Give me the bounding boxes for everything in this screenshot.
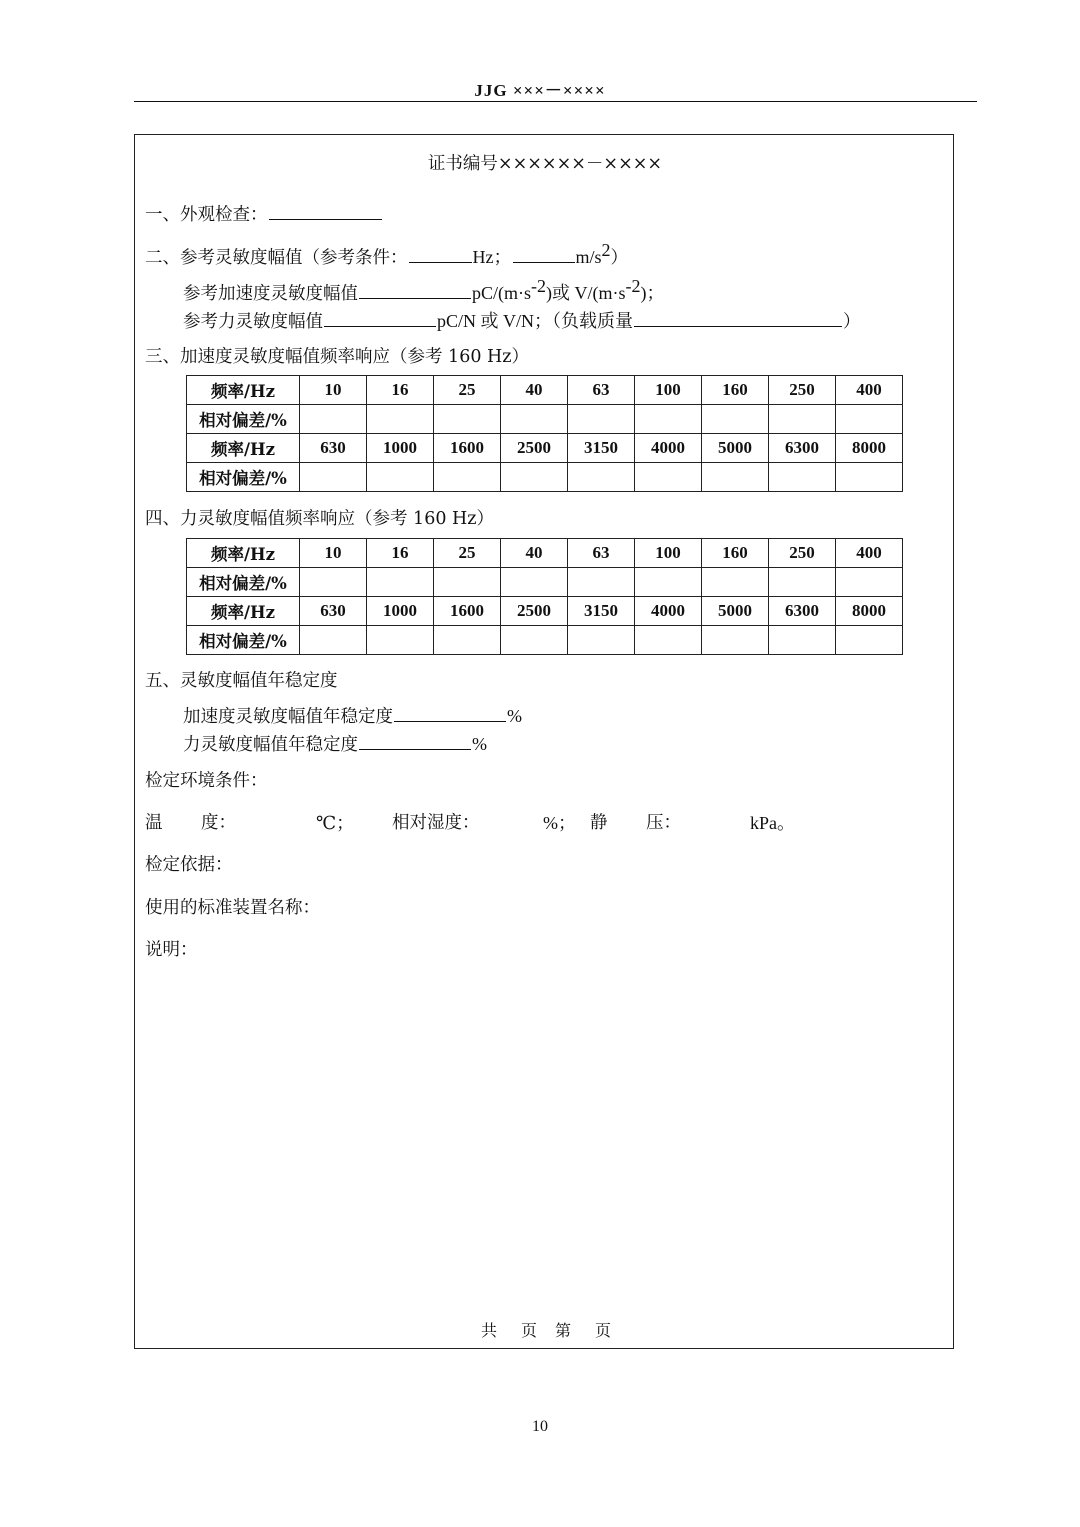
freq-cell: 10	[300, 539, 367, 568]
table-row	[187, 376, 903, 405]
deviation-input-cell[interactable]	[434, 568, 501, 597]
freq-cell: 4000	[635, 597, 702, 626]
deviation-label-cell: 相对偏差/%	[187, 463, 300, 492]
temperature-label-1: 温	[145, 813, 163, 833]
ref-force-sensitivity	[183, 307, 861, 333]
deviation-input-cell[interactable]	[434, 626, 501, 655]
ref-accel-label: 参考加速度灵敏度幅值	[183, 284, 358, 304]
deviation-input-cell[interactable]	[568, 568, 635, 597]
deviation-input-cell[interactable]	[769, 568, 836, 597]
deviation-input-cell[interactable]	[568, 463, 635, 492]
freq-label-cell: 频率/Hz	[187, 597, 300, 626]
deviation-input-cell[interactable]	[367, 405, 434, 434]
ref-frequency-field[interactable]	[409, 244, 472, 263]
humidity-label: 相对湿度：	[392, 813, 480, 833]
freq-label-cell: 频率/Hz	[187, 539, 300, 568]
notes-label: 说明：	[145, 940, 198, 960]
accel-unit-end: )；	[640, 283, 665, 303]
deviation-input-cell[interactable]	[702, 405, 769, 434]
celsius-unit: ℃；	[316, 813, 355, 833]
freq-cell: 100	[635, 376, 702, 405]
table-row	[187, 434, 903, 463]
deviation-input-cell[interactable]	[635, 626, 702, 655]
deviation-label-cell: 相对偏差/%	[187, 405, 300, 434]
appearance-check-field[interactable]	[269, 201, 382, 220]
deviation-input-cell[interactable]	[300, 405, 367, 434]
header-rule	[134, 101, 977, 102]
temperature-label-2: 度：	[201, 813, 236, 833]
verification-basis-label: 检定依据：	[145, 855, 233, 875]
freq-cell: 250	[769, 539, 836, 568]
percent-unit: %	[472, 734, 487, 754]
deviation-input-cell[interactable]	[300, 568, 367, 597]
deviation-input-cell[interactable]	[434, 463, 501, 492]
deviation-input-cell[interactable]	[568, 405, 635, 434]
deviation-input-cell[interactable]	[836, 405, 903, 434]
hz-unit: Hz；	[472, 247, 512, 267]
freq-cell: 3150	[568, 597, 635, 626]
deviation-input-cell[interactable]	[702, 463, 769, 492]
freq-cell: 63	[568, 376, 635, 405]
freq-cell: 63	[568, 539, 635, 568]
appearance-check-label: 一、外观检查：	[145, 205, 268, 225]
accel-annual-stability	[183, 703, 522, 728]
freq-cell: 630	[300, 597, 367, 626]
freq-cell: 16	[367, 376, 434, 405]
freq-cell: 25	[434, 376, 501, 405]
freq-cell: 6300	[769, 434, 836, 463]
deviation-input-cell[interactable]	[635, 568, 702, 597]
table-row	[187, 405, 903, 434]
freq-cell: 4000	[635, 434, 702, 463]
deviation-input-cell[interactable]	[635, 463, 702, 492]
deviation-input-cell[interactable]	[836, 626, 903, 655]
footer-page-2: 页	[595, 1321, 612, 1340]
force-frequency-response-heading: 四、力灵敏度幅值频率响应（参考 160 Hz）	[145, 509, 495, 529]
force-unit: pC/N 或 V/N；（负载质量	[437, 311, 634, 331]
freq-label-cell: 频率/Hz	[187, 434, 300, 463]
deviation-input-cell[interactable]	[769, 626, 836, 655]
table-row	[187, 597, 903, 626]
page-number: 10	[532, 1418, 548, 1435]
freq-cell: 40	[501, 376, 568, 405]
deviation-input-cell[interactable]	[568, 626, 635, 655]
force-close: ）	[843, 312, 861, 332]
pressure-label-1: 静	[590, 813, 608, 833]
deviation-input-cell[interactable]	[635, 405, 702, 434]
ref-force-field[interactable]	[324, 308, 436, 327]
ms-unit: m/s	[575, 247, 602, 267]
appearance-check	[145, 201, 383, 226]
deviation-input-cell[interactable]	[367, 568, 434, 597]
accel-unit-or: )或 V/(m·s	[546, 283, 626, 303]
page-count-footer	[0, 1318, 1080, 1342]
pressure-label-2: 压：	[646, 813, 681, 833]
deviation-input-cell[interactable]	[501, 405, 568, 434]
freq-label-cell: 频率/Hz	[187, 376, 300, 405]
deviation-input-cell[interactable]	[769, 405, 836, 434]
freq-cell: 16	[367, 539, 434, 568]
table-row	[187, 539, 903, 568]
deviation-label-cell: 相对偏差/%	[187, 626, 300, 655]
reference-sensitivity	[145, 240, 629, 269]
accel-unit-pc: pC/(m·s	[472, 283, 532, 303]
accel-stability-label: 加速度灵敏度幅值年稳定度	[183, 707, 393, 727]
freq-cell: 630	[300, 434, 367, 463]
deviation-input-cell[interactable]	[702, 626, 769, 655]
reference-sensitivity-label: 二、参考灵敏度幅值（参考条件：	[145, 248, 408, 268]
freq-cell: 6300	[769, 597, 836, 626]
deviation-input-cell[interactable]	[434, 405, 501, 434]
percent-unit: %	[507, 706, 522, 726]
deviation-input-cell[interactable]	[300, 626, 367, 655]
ref-accel-field[interactable]	[359, 280, 471, 299]
force-frequency-table	[186, 538, 903, 655]
annual-stability-heading: 五、灵敏度幅值年稳定度	[145, 671, 338, 691]
deviation-input-cell[interactable]	[367, 463, 434, 492]
document-code: JJG ×××－××××	[474, 81, 606, 100]
freq-cell: 250	[769, 376, 836, 405]
freq-cell: 5000	[702, 597, 769, 626]
footer-nth: 第	[555, 1321, 572, 1340]
deviation-input-cell[interactable]	[501, 626, 568, 655]
force-stability-label: 力灵敏度幅值年稳定度	[183, 735, 358, 755]
deviation-input-cell[interactable]	[702, 568, 769, 597]
deviation-input-cell[interactable]	[367, 626, 434, 655]
freq-cell: 1600	[434, 434, 501, 463]
humidity-unit: %；	[543, 813, 576, 833]
deviation-input-cell[interactable]	[836, 568, 903, 597]
ref-force-label: 参考力灵敏度幅值	[183, 312, 323, 332]
deviation-input-cell[interactable]	[300, 463, 367, 492]
freq-cell: 160	[702, 539, 769, 568]
force-stability-field[interactable]	[359, 731, 471, 750]
accel-frequency-table	[186, 375, 903, 492]
footer-page-1: 页	[521, 1321, 538, 1340]
freq-cell: 5000	[702, 434, 769, 463]
freq-cell: 100	[635, 539, 702, 568]
freq-cell: 10	[300, 376, 367, 405]
ms-exponent: 2	[601, 240, 611, 261]
force-annual-stability	[183, 731, 487, 756]
table-row	[187, 463, 903, 492]
deviation-input-cell[interactable]	[836, 463, 903, 492]
environment-conditions-label: 检定环境条件：	[145, 771, 268, 791]
ref-acceleration-field[interactable]	[513, 244, 575, 263]
deviation-input-cell[interactable]	[501, 568, 568, 597]
accel-stability-field[interactable]	[394, 703, 506, 722]
table-row	[187, 626, 903, 655]
freq-cell: 400	[836, 376, 903, 405]
accel-frequency-response-heading: 三、加速度灵敏度幅值频率响应（参考 160 Hz）	[145, 347, 530, 367]
freq-cell: 1000	[367, 434, 434, 463]
deviation-input-cell[interactable]	[769, 463, 836, 492]
ref-accel-sensitivity	[183, 276, 665, 305]
accel-exponent-2: -2	[625, 276, 641, 297]
standard-device-label: 使用的标准装置名称：	[145, 898, 320, 918]
footer-total: 共	[481, 1321, 498, 1340]
freq-cell: 1000	[367, 597, 434, 626]
table-row	[187, 568, 903, 597]
freq-cell: 2500	[501, 434, 568, 463]
kpa-unit: kPa。	[750, 813, 795, 833]
freq-cell: 40	[501, 539, 568, 568]
reference-close: ）	[610, 248, 629, 268]
deviation-label-cell: 相对偏差/%	[187, 568, 300, 597]
freq-cell: 8000	[836, 597, 903, 626]
freq-cell: 2500	[501, 597, 568, 626]
deviation-input-cell[interactable]	[501, 463, 568, 492]
freq-cell: 1600	[434, 597, 501, 626]
freq-cell: 8000	[836, 434, 903, 463]
freq-cell: 3150	[568, 434, 635, 463]
certificate-number: 证书编号××××××－××××	[427, 154, 663, 174]
accel-exponent-1: -2	[531, 276, 547, 297]
environment-conditions-row	[0, 809, 1080, 833]
freq-cell: 400	[836, 539, 903, 568]
freq-cell: 160	[702, 376, 769, 405]
load-mass-field[interactable]	[634, 308, 842, 327]
freq-cell: 25	[434, 539, 501, 568]
